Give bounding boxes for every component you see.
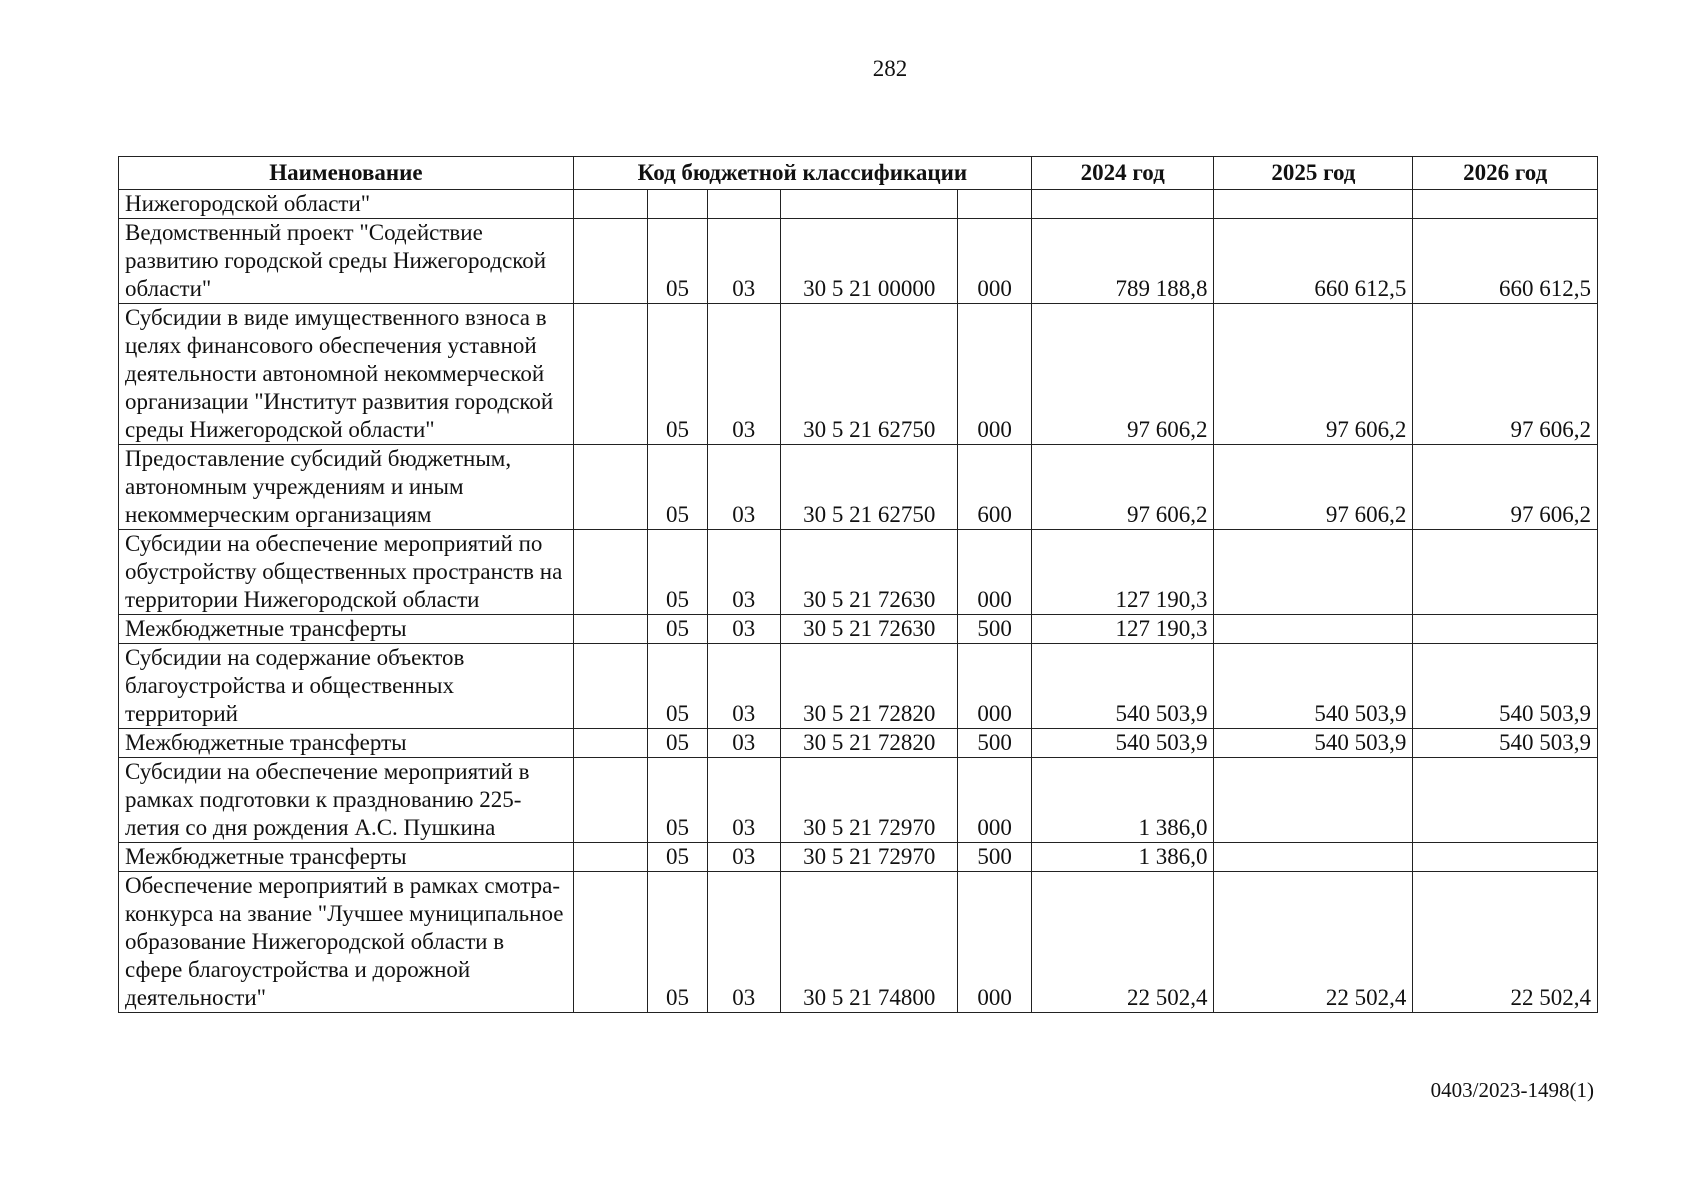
amount-2025-cell xyxy=(1214,615,1413,644)
code-section-cell: 05 xyxy=(648,758,707,843)
amount-2025-cell xyxy=(1214,843,1413,872)
amount-2026-cell xyxy=(1413,843,1598,872)
amount-2025-cell: 22 502,4 xyxy=(1214,872,1413,1013)
code-expense-type-cell: 500 xyxy=(958,615,1031,644)
code-expense-type-cell: 500 xyxy=(958,843,1031,872)
code-target-article-cell: 30 5 21 74800 xyxy=(780,872,957,1013)
budget-table xyxy=(118,156,1598,1013)
amount-2025-cell: 97 606,2 xyxy=(1214,304,1413,445)
amount-2026-cell: 97 606,2 xyxy=(1413,304,1598,445)
code-cell-1 xyxy=(573,729,647,758)
code-target-article-cell xyxy=(780,190,957,219)
table-row xyxy=(119,304,1598,445)
amount-2026-cell xyxy=(1413,758,1598,843)
code-subsection-cell: 03 xyxy=(707,530,780,615)
header-2026: 2026 год xyxy=(1413,157,1598,190)
table-row xyxy=(119,644,1598,729)
code-subsection-cell: 03 xyxy=(707,445,780,530)
code-section-cell: 05 xyxy=(648,445,707,530)
code-subsection-cell: 03 xyxy=(707,615,780,644)
table-row xyxy=(119,445,1598,530)
amount-2024-cell: 22 502,4 xyxy=(1031,872,1214,1013)
amount-2025-cell: 540 503,9 xyxy=(1214,729,1413,758)
row-name-cell: Субсидии на обеспечение мероприятий по обустройству общественных пространств на территории Нижегородской области xyxy=(119,530,574,615)
amount-2024-cell xyxy=(1031,190,1214,219)
code-section-cell: 05 xyxy=(648,530,707,615)
code-expense-type-cell xyxy=(958,190,1031,219)
page-number: 282 xyxy=(872,56,908,81)
row-name-cell: Ведомственный проект "Содействие развитию городской среды Нижегородской области" xyxy=(119,219,574,304)
code-expense-type-cell: 600 xyxy=(958,445,1031,530)
amount-2024-cell: 540 503,9 xyxy=(1031,644,1214,729)
table-row xyxy=(119,615,1598,644)
header-2025: 2025 год xyxy=(1214,157,1413,190)
amount-2024-cell: 540 503,9 xyxy=(1031,729,1214,758)
row-name-cell: Нижегородской области" xyxy=(119,190,574,219)
table-row xyxy=(119,530,1598,615)
code-target-article-cell: 30 5 21 72820 xyxy=(780,729,957,758)
code-target-article-cell: 30 5 21 62750 xyxy=(780,445,957,530)
code-expense-type-cell: 000 xyxy=(958,304,1031,445)
code-expense-type-cell: 000 xyxy=(958,644,1031,729)
amount-2025-cell: 97 606,2 xyxy=(1214,445,1413,530)
code-section-cell: 05 xyxy=(648,872,707,1013)
amount-2026-cell: 540 503,9 xyxy=(1413,644,1598,729)
row-name-cell: Обеспечение мероприятий в рамках смотра-конкурса на звание "Лучшее муниципальное образование Нижегородской области в сфере благоустройства и дорожной деятельности" xyxy=(119,872,574,1013)
table-row xyxy=(119,872,1598,1013)
code-target-article-cell: 30 5 21 72820 xyxy=(780,644,957,729)
row-name-cell: Межбюджетные трансферты xyxy=(119,615,574,644)
code-subsection-cell: 03 xyxy=(707,644,780,729)
amount-2024-cell: 127 190,3 xyxy=(1031,530,1214,615)
row-name-cell: Субсидии на обеспечение мероприятий в рамках подготовки к празднованию 225-летия со дня рождения А.С. Пушкина xyxy=(119,758,574,843)
amount-2024-cell: 789 188,8 xyxy=(1031,219,1214,304)
code-section-cell: 05 xyxy=(648,615,707,644)
code-cell-1 xyxy=(573,219,647,304)
code-section-cell: 05 xyxy=(648,219,707,304)
table-row xyxy=(119,758,1598,843)
table-row xyxy=(119,729,1598,758)
amount-2025-cell: 660 612,5 xyxy=(1214,219,1413,304)
code-cell-1 xyxy=(573,530,647,615)
amount-2026-cell: 660 612,5 xyxy=(1413,219,1598,304)
code-target-article-cell: 30 5 21 72970 xyxy=(780,843,957,872)
row-name-cell: Субсидии на содержание объектов благоустройства и общественных территорий xyxy=(119,644,574,729)
row-name-cell: Межбюджетные трансферты xyxy=(119,843,574,872)
code-cell-1 xyxy=(573,644,647,729)
table-row xyxy=(119,219,1598,304)
code-expense-type-cell: 000 xyxy=(958,758,1031,843)
code-expense-type-cell: 500 xyxy=(958,729,1031,758)
code-subsection-cell: 03 xyxy=(707,872,780,1013)
row-name-cell: Субсидии в виде имущественного взноса в целях финансового обеспечения уставной деятельности автономной некоммерческой организации "Институт развития городской среды Нижегородской области" xyxy=(119,304,574,445)
header-budget-code: Код бюджетной классификации xyxy=(573,157,1031,190)
amount-2026-cell xyxy=(1413,615,1598,644)
amount-2026-cell xyxy=(1413,530,1598,615)
code-expense-type-cell: 000 xyxy=(958,872,1031,1013)
code-subsection-cell: 03 xyxy=(707,304,780,445)
amount-2024-cell: 97 606,2 xyxy=(1031,445,1214,530)
code-section-cell: 05 xyxy=(648,729,707,758)
amount-2026-cell: 97 606,2 xyxy=(1413,445,1598,530)
code-expense-type-cell: 000 xyxy=(958,219,1031,304)
code-section-cell: 05 xyxy=(648,304,707,445)
amount-2024-cell: 127 190,3 xyxy=(1031,615,1214,644)
code-cell-1 xyxy=(573,445,647,530)
code-target-article-cell: 30 5 21 62750 xyxy=(780,304,957,445)
amount-2024-cell: 97 606,2 xyxy=(1031,304,1214,445)
code-subsection-cell: 03 xyxy=(707,729,780,758)
amount-2024-cell: 1 386,0 xyxy=(1031,843,1214,872)
code-target-article-cell: 30 5 21 00000 xyxy=(780,219,957,304)
code-section-cell: 05 xyxy=(648,843,707,872)
code-cell-1 xyxy=(573,758,647,843)
header-name: Наименование xyxy=(119,157,574,190)
amount-2024-cell: 1 386,0 xyxy=(1031,758,1214,843)
amount-2025-cell: 540 503,9 xyxy=(1214,644,1413,729)
table-row xyxy=(119,190,1598,219)
code-expense-type-cell: 000 xyxy=(958,530,1031,615)
code-cell-1 xyxy=(573,615,647,644)
header-2024: 2024 год xyxy=(1031,157,1214,190)
code-section-cell xyxy=(648,190,707,219)
code-target-article-cell: 30 5 21 72970 xyxy=(780,758,957,843)
table-header-row xyxy=(119,157,1598,190)
row-name-cell: Межбюджетные трансферты xyxy=(119,729,574,758)
code-subsection-cell: 03 xyxy=(707,758,780,843)
code-subsection-cell: 03 xyxy=(707,843,780,872)
code-target-article-cell: 30 5 21 72630 xyxy=(780,530,957,615)
row-name-cell: Предоставление субсидий бюджетным, автономным учреждениям и иным некоммерческим организациям xyxy=(119,445,574,530)
amount-2026-cell: 540 503,9 xyxy=(1413,729,1598,758)
amount-2025-cell xyxy=(1214,530,1413,615)
amount-2025-cell xyxy=(1214,758,1413,843)
document-code: 0403/2023-1498(1) xyxy=(1430,1078,1594,1102)
amount-2026-cell: 22 502,4 xyxy=(1413,872,1598,1013)
code-target-article-cell: 30 5 21 72630 xyxy=(780,615,957,644)
code-cell-1 xyxy=(573,843,647,872)
code-subsection-cell: 03 xyxy=(707,219,780,304)
table-row xyxy=(119,843,1598,872)
code-cell-1 xyxy=(573,872,647,1013)
code-subsection-cell xyxy=(707,190,780,219)
code-cell-1 xyxy=(573,304,647,445)
code-cell-1 xyxy=(573,190,647,219)
amount-2026-cell xyxy=(1413,190,1598,219)
code-section-cell: 05 xyxy=(648,644,707,729)
amount-2025-cell xyxy=(1214,190,1413,219)
